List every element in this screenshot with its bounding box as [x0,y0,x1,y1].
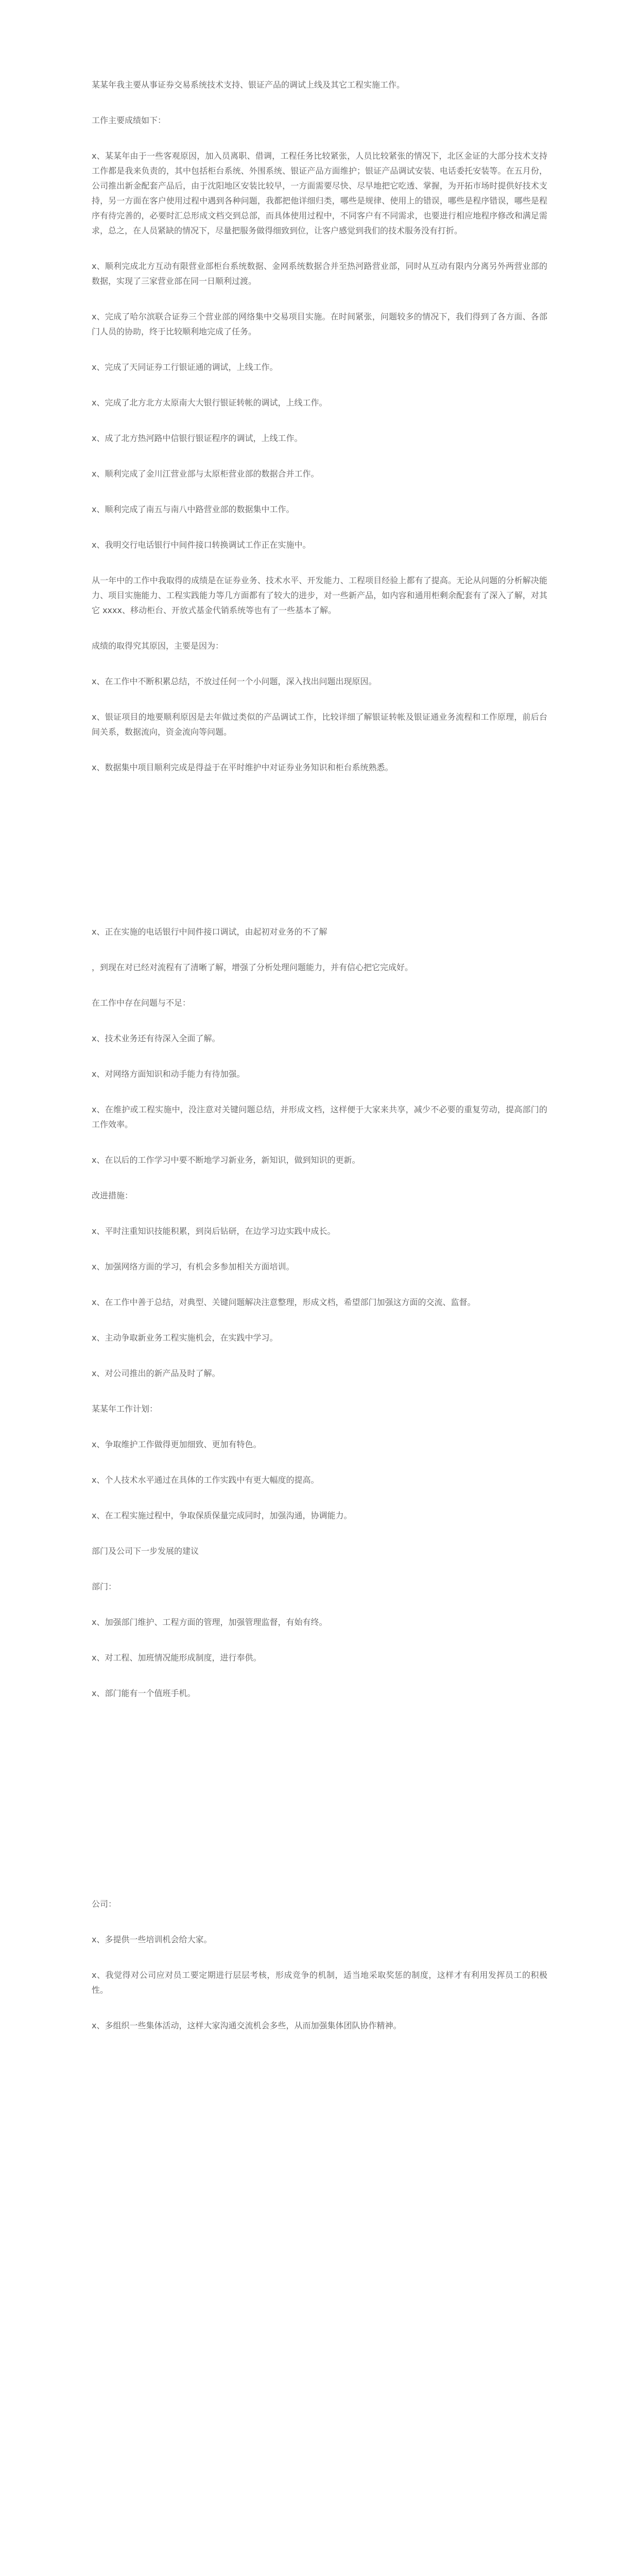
paragraph: x、完成了北方北方太原南大大银行银证转帐的调试，上线工作。 [92,398,327,408]
paragraph: x、顺利完成北方互动有限营业部柜台系统数据、金网系统数据合并至热河路营业部，同时从互动有限内分离另外两营业部的数据，实现了三家营业部在同一日顺利过渡。 [92,261,547,286]
paragraph: 工作主要成绩如下： [92,115,166,125]
paragraph: x、成了北方热河路中信银行银证程序的调试，上线工作。 [92,433,303,443]
paragraph: 部门： [92,1582,117,1591]
paragraph: x、部门能有一个值班手机。 [92,1688,196,1698]
paragraph: x、对网络方面知识和动手能力有待加强。 [92,1069,245,1079]
paragraph: x、在工作中不断积累总结，不放过任何一个小问题，深入找出问题出现原因。 [92,676,377,686]
paragraph: x、对公司推出的新产品及时了解。 [92,1368,220,1378]
paragraph: x、银证项目的地要顺利原因是去年做过类似的产品调试工作，比较详细了解银证转帐及银证通业务流程和工作原理，前后台间关系，数据流向，资金流向等问题。 [92,712,547,737]
paragraph: x、顺利完成了南五与南八中路营业部的数据集中工作。 [92,504,295,514]
blank-space [92,1721,547,1896]
paragraph: x、某某年由于一些客观原因，加入员离职、借调，工程任务比较紧张，人员比较紧张的情况下，北区金证的大部分技术支持工作都是我来负责的，其中包括柜台系统、外围系统、银证产品方面维护；银证产品调试安装、电话委托安装等。在五月份，公司推出新金配套产品后，由于沈阳地区安装比较早，一方面需要尽快、尽早地把它吃透、掌握，为开拓市场时提供好技术支持，另一方面在客户使用过程中遇到各种问题，我都把他详细归类，哪些是规律、使用上的错误，哪些是程序错误，哪些是程序有待完善的，必要时汇总形成文档交到总部，而具体使用过程中，不同客户有不同需求，也要进行相应地程序修改和满足需求，总之，在人员紧缺的情况下，尽量把服务做得细致到位，让客户感觉到我们的技术服务没有打折。 [92,151,547,235]
paragraph: x、加强部门维护、工程方面的管理，加强管理监督，有始有终。 [92,1617,327,1627]
paragraph: x、主动争取新业务工程实施机会，在实践中学习。 [92,1333,278,1343]
paragraph: x、完成了哈尔滨联合证券三个营业部的网络集中交易项目实施。在时间紧张，问题较多的情况下，我们得到了各方面、各部门人员的协助，终于比较顺利地完成了任务。 [92,312,547,336]
paragraph: x、多组织一些集体活动，这样大家沟通交流机会多些，从而加强集体团队协作精神。 [92,2021,402,2030]
paragraph: 从一年中的工作中我取得的成绩是在证券业务、技术水平、开发能力、工程项目经验上都有了提高。无论从问题的分析解决能力、项目实施能力、工程实践能力等几方面都有了较大的进步，对一些新产品，如内容和通用柜剩余配套有了深入了解，对其它 xxxx、移动柜台、开放式基金代销系统等也有了一些基本了解。 [92,575,547,615]
paragraph: 改进措施： [92,1191,133,1200]
paragraph: x、数据集中项目顺利完成是得益于在平时维护中对证券业务知识和柜台系统熟悉。 [92,762,393,772]
paragraph: 部门及公司下一步发展的建议 [92,1546,199,1556]
section-1 [92,77,547,775]
paragraph: x、争取维护工作做得更加细致、更加有特色。 [92,1439,262,1449]
paragraph: x、技术业务还有待深入全面了解。 [92,1033,220,1043]
section-2 [92,924,547,1701]
paragraph: x、个人技术水平通过在具体的工作实践中有更大幅度的提高。 [92,1475,319,1485]
paragraph: x、加强网络方面的学习，有机会多参加相关方面培训。 [92,1262,295,1272]
paragraph: x、在工作中善于总结，对典型、关键问题解决注意整理，形成文档，希望部门加强这方面的交流、监督。 [92,1297,476,1307]
paragraph: x、我觉得对公司应对员工要定期进行层层考核，形成竞争的机制，适当地采取奖惩的制度，这样才有利用发挥员工的积极性。 [92,1970,547,1995]
paragraph: x、在维护或工程实施中，没注意对关键问题总结，并形成文档，这样便于大家来共享，减少不必要的重复劳动，提高部门的工作效率。 [92,1105,547,1129]
section-3 [92,1896,547,2033]
paragraph: x、顺利完成了金川江营业部与太原柜营业部的数据合并工作。 [92,469,319,479]
paragraph: x、在工程实施过程中，争取保质保量完成同时，加强沟通，协调能力。 [92,1511,352,1520]
paragraph: ，到现在对已经对流程有了清晰了解，增强了分析处理问题能力，并有信心把它完成好。 [92,962,413,972]
paragraph: x、多提供一些培训机会给大家。 [92,1935,212,1944]
paragraph: 成绩的取得究其原因，主要是因为： [92,641,224,651]
paragraph: x、平时注重知识技能积累，到岗后钻研，在边学习边实践中成长。 [92,1226,336,1236]
paragraph: 某某年我主要从事证券交易系统技术支持、银证产品的调试上线及其它工程实施工作。 [92,80,405,90]
paragraph: 某某年工作计划： [92,1404,158,1414]
blank-space [92,795,547,924]
paragraph: x、正在实施的电话银行中间件接口调试，由起初对业务的不了解 [92,927,327,937]
paragraph: x、在以后的工作学习中要不断地学习新业务，新知识，做到知识的更新。 [92,1155,360,1165]
paragraph: x、对工程、加班情况能形成制度，进行奉供。 [92,1653,262,1663]
paragraph: x、我明交行电话银行中间件接口转换调试工作正在实施中。 [92,540,311,550]
paragraph: x、完成了天同证券工行银证通的调试，上线工作。 [92,362,278,372]
document-body [92,77,547,2054]
paragraph: 在工作中存在问题与不足： [92,998,191,1008]
paragraph: 公司： [92,1899,117,1909]
